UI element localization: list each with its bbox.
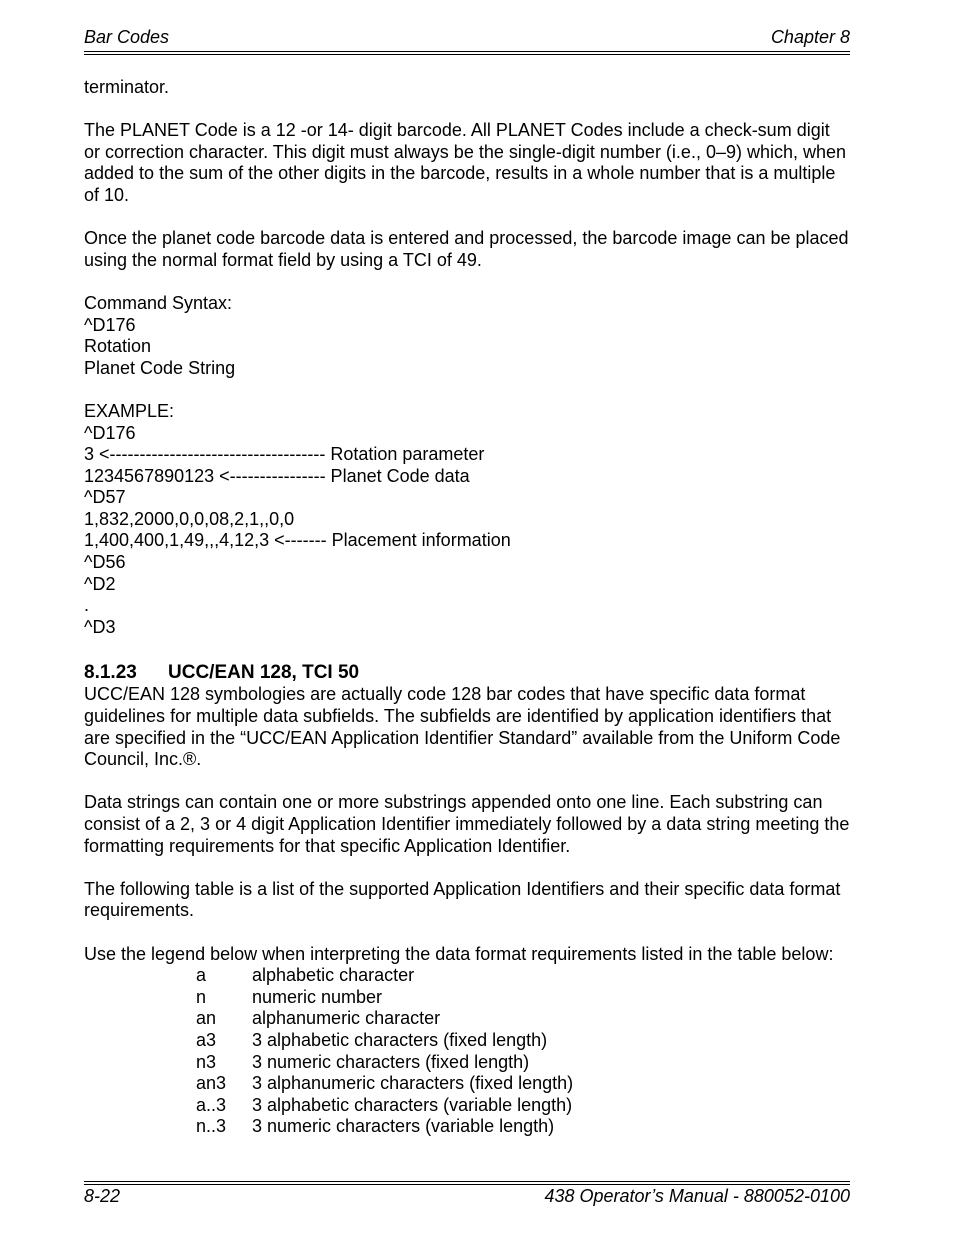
legend-row [196, 1030, 850, 1052]
legend-desc: numeric number [252, 986, 383, 1007]
section-heading [84, 662, 850, 684]
legend-code: a3 [196, 1029, 217, 1050]
legend-code: an3 [196, 1073, 227, 1094]
legend-desc: 3 alphanumeric characters (fixed length) [252, 1073, 574, 1094]
example-line: ^D2 [84, 573, 116, 594]
legend-code: n..3 [196, 1116, 227, 1137]
example-line: 1,400,400,1,49,,,4,12,3 <------- Placement information [84, 530, 511, 551]
legend-desc: alphanumeric character [252, 1008, 441, 1029]
legend-row [196, 1116, 850, 1138]
legend-code: n3 [196, 1051, 217, 1072]
header-rule [84, 54, 850, 55]
syntax-line: ^D176 [84, 314, 136, 335]
legend-code: n [196, 986, 207, 1007]
legend-row [196, 965, 850, 987]
section-title: UCC/EAN 128, TCI 50 [168, 662, 360, 684]
page-footer [84, 1186, 850, 1210]
legend-code: a..3 [196, 1094, 227, 1115]
legend-row [196, 1073, 850, 1095]
paragraph: Use the legend below when interpreting the data format requirements listed in the table below: [84, 943, 834, 964]
example-line: . [84, 595, 90, 616]
syntax-line: Rotation [84, 336, 152, 357]
page-header [84, 27, 850, 52]
paragraph: UCC/EAN 128 symbologies are actually code 128 bar codes that have specific data format guidelines for multiple data subfields. The subfields are identified by application identifiers that are specified in the “UCC/EAN Application Identifier Standard” available from the Uniform Code Council, Inc.®. [84, 684, 841, 770]
section-number: 8.1.23 [84, 662, 137, 684]
paragraph: The PLANET Code is a 12 -or 14- digit barcode. All PLANET Codes include a check-sum digit or correction character. This digit must always be the single-digit number (i.e., 0–9) which, when added to the sum of the other digits in the barcode, results in a whole number that is a multiple of 10. [84, 120, 847, 205]
command-syntax [84, 293, 850, 379]
example-line: ^D176 [84, 422, 136, 443]
example-block [84, 401, 850, 639]
legend-desc: 3 numeric characters (fixed length) [252, 1051, 530, 1072]
example-line: ^D3 [84, 616, 116, 637]
footer-page-number: 8-22 [84, 1186, 121, 1206]
header-right: Chapter 8 [770, 27, 850, 47]
example-line: ^D56 [84, 552, 126, 573]
syntax-line: Command Syntax: [84, 292, 233, 313]
legend-desc: alphabetic character [252, 965, 415, 986]
legend-code: an [196, 1008, 217, 1029]
example-line: ^D57 [84, 487, 126, 508]
page-body [84, 77, 850, 1138]
example-line: 1234567890123 <---------------- Planet Code data [84, 465, 470, 486]
legend-desc: 3 numeric characters (variable length) [252, 1116, 555, 1137]
example-line: EXAMPLE: [84, 400, 175, 421]
legend-desc: 3 alphabetic characters (fixed length) [252, 1029, 548, 1050]
footer-rule [84, 1181, 850, 1182]
legend [196, 965, 850, 1138]
footer-manual-title: 438 Operator’s Manual - 880052-0100 [544, 1186, 850, 1206]
legend-row [196, 987, 850, 1009]
footer-rule [84, 1184, 850, 1185]
legend-row [196, 1052, 850, 1074]
example-line: 3 <------------------------------------ Rotation parameter [84, 444, 485, 465]
legend-row [196, 1095, 850, 1117]
paragraph: Data strings can contain one or more substrings appended onto one line. Each substring can consist of a 2, 3 or 4 digit Application Identifier immediately followed by a data string meeting the formatting requirements for that specific Application Identifier. [84, 792, 850, 856]
paragraph: Once the planet code barcode data is entered and processed, the barcode image can be placed using the normal format field by using a TCI of 49. [84, 228, 849, 270]
paragraph: The following table is a list of the supported Application Identifiers and their specific data format requirements. [84, 878, 841, 921]
legend-desc: 3 alphabetic characters (variable length) [252, 1094, 573, 1115]
syntax-line: Planet Code String [84, 357, 236, 378]
paragraph: terminator. [84, 77, 170, 97]
legend-code: a [196, 965, 207, 986]
legend-row [196, 1008, 850, 1030]
example-line: 1,832,2000,0,0,08,2,1,,0,0 [84, 508, 295, 529]
header-left: Bar Codes [84, 27, 170, 47]
